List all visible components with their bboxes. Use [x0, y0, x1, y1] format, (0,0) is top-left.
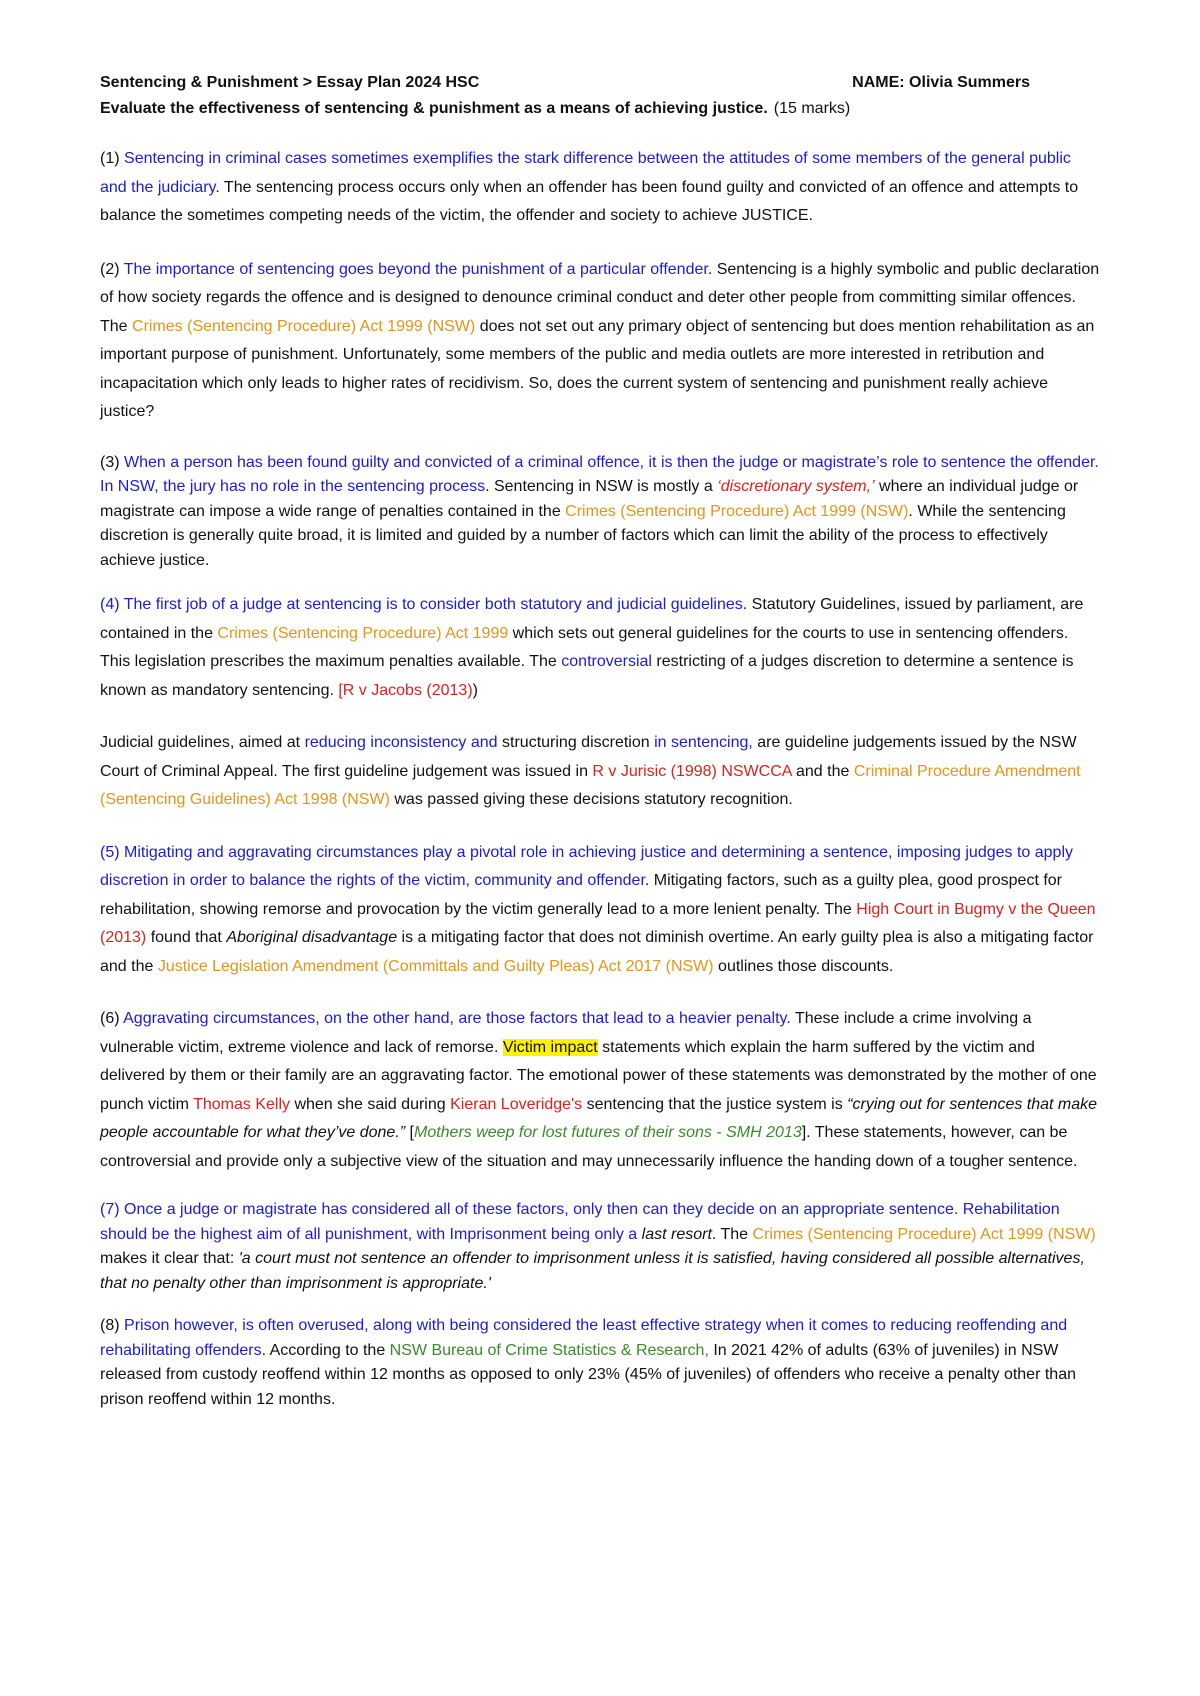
case-reference: [R v Jacobs (2013): [338, 681, 473, 699]
paragraph-3: [100, 451, 1100, 574]
paragraph-text: does not set out any primary object of sentencing but does mention rehabilitation as an important purpose of punishment. Unfortunately, some members of the public and media outlets are more interested in retribution and incapacitation which only leads to higher rates of recidivism. So, does the current system of sentencing and punishment really achieve justice?: [100, 317, 1095, 420]
paragraph-text: restricting of a judges discretion to determine a sentence is known as mandatory sentencing.: [100, 653, 1074, 699]
quoted-term: ‘discretionary system,’: [717, 478, 875, 495]
paragraph-number: (2): [100, 260, 120, 278]
legislation-reference: Justice Legislation Amendment (Committals and Guilty Pleas) Act 2017 (NSW): [157, 957, 714, 975]
document-header: [100, 70, 1030, 96]
keyword: in sentencing,: [654, 734, 753, 751]
topic-sentence: When a person has been found guilty and convicted of a criminal offence, it is then the judge or magistrate’s role to sentence the offender. In NSW, the jury has no role in the sentencing process: [100, 453, 1099, 495]
highlighted-term: Victim impact: [502, 1038, 598, 1056]
topic-sentence: Aggravating circumstances, on the other hand, are those factors that lead to a heavier penalty: [123, 1010, 787, 1027]
question-text: Evaluate the effectiveness of sentencing & punishment as a means of achieving justice.: [100, 100, 768, 117]
student-name: NAME: Olivia Summers: [852, 74, 1030, 91]
paragraph-text: where an individual judge or magistrate can impose a wide range of penalties contained in the: [100, 478, 1079, 520]
paragraph-text: ]. These statements, however, can be controversial and provide only a subjective view of the situation and may unnecessarily influence the handing down of a tougher sentence.: [100, 1124, 1078, 1170]
paragraph-text: sentencing that the justice system is: [582, 1095, 848, 1113]
italic-term: Aboriginal disadvantage: [226, 929, 398, 946]
paragraph-text: . These include a crime involving a vulnerable victim, extreme violence and lack of remorse.: [100, 1010, 1032, 1056]
quotation: 'a court must not sentence an offender to imprisonment unless it is satisfied, having considered all possible alternatives, that no penalty other than imprisonment is appropriate.': [100, 1250, 1085, 1292]
paragraph-text: . Sentencing is a highly symbolic and public declaration of how society regards the offence and is designed to denounce criminal conduct and deter other people from committing similar offences. The: [100, 260, 1100, 335]
legislation-reference: Criminal Procedure Amendment (Sentencing Guidelines) Act 1998 (NSW): [100, 762, 1081, 808]
paragraph-text: In 2021 42% of adults (63% of juveniles) in NSW released from custody reoffend within 12 months as opposed to only 23% (45% of juveniles) of offenders who receive a penalty other than prison reoffend within 12 months.: [100, 1341, 1076, 1408]
legislation-reference: Crimes (Sentencing Procedure) Act 1999 (NSW): [565, 502, 909, 520]
legislation-reference: Crimes (Sentencing Procedure) Act 1999 (NSW): [132, 317, 476, 335]
document-page: [100, 70, 1100, 1412]
paragraph-4b: [100, 729, 1100, 815]
paragraph-text: are guideline judgements issued by the NSW Court of Criminal Appeal. The first guideline judgement was issued in: [100, 734, 1077, 780]
paragraph-text: when she said during: [290, 1095, 451, 1113]
italic-term: last resort: [641, 1225, 712, 1243]
paragraph-4: (4) The first job of a judge at sentencing is to consider both statutory and judicial guidelines. Statutory Guidelines, issued by parliament, are contained in the Crimes (Sentencing Procedure) Act 1999 which sets out general guidelines for the courts to use in sentencing offenders. This legislation prescribes the maximum penalties available. The controversial restricting of a judges discretion to determine a sentence is known as mandatory sentencing. [R v Jacobs (2013)): [100, 596, 1084, 699]
paragraph-2: [100, 256, 1100, 427]
paragraph-text: which sets out general guidelines for the courts to use in sentencing offenders. This legislation prescribes the maximum penalties available. The: [100, 624, 1069, 670]
question-marks: (15 marks): [773, 100, 851, 117]
paragraph-text: and the: [791, 762, 854, 780]
source-reference: NSW Bureau of Crime Statistics & Research,: [389, 1341, 709, 1359]
paragraph-text: . Mitigating factors, such as a guilty plea, good prospect for rehabilitation, showing remorse and provocation by the victim generally lead to a more lenient penalty. The: [100, 872, 1062, 918]
breadcrumb: Sentencing & Punishment > Essay Plan 2024 HSC: [100, 74, 480, 91]
case-reference: R v Jurisic (1998) NSWCCA: [592, 762, 792, 780]
paragraph-text: . The sentencing process occurs only when an offender has been found guilty and convicted of an offence and attempts to balance the sometimes competing needs of the victim, the offender and society to achieve JUSTICE.: [100, 178, 1079, 224]
person-reference: Kieran Loveridge's: [450, 1095, 583, 1113]
paragraph-text: [: [405, 1124, 414, 1141]
paragraph-text: found that: [146, 929, 227, 946]
topic-sentence: Prison however, is often overused, along with being considered the least effective strategy when it comes to reducing reoffending and rehabilitating offenders: [100, 1317, 1068, 1359]
keyword: controversial: [561, 653, 652, 670]
paragraph-text: outlines those discounts.: [713, 957, 894, 975]
quotation: “crying out for sentences that make people accountable for what they’ve done.”: [100, 1095, 1098, 1141]
person-reference: Thomas Kelly: [193, 1095, 290, 1113]
paragraph-text: is a mitigating factor that does not diminish overtime. An early guilty plea is also a mitigating factor and the: [100, 929, 1094, 975]
paragraph-text: . Statutory Guidelines, issued by parliament, are contained in the: [100, 596, 1084, 642]
paragraph-text: was passed giving these decisions statutory recognition.: [389, 791, 793, 808]
legislation-reference: Crimes (Sentencing Procedure) Act 1999: [217, 624, 509, 642]
source-reference: Mothers weep for lost futures of their sons - SMH 2013: [413, 1124, 802, 1141]
paragraph-text: structuring discretion: [497, 734, 655, 751]
keyword: reducing inconsistency and: [304, 734, 498, 751]
paragraph-6: [100, 1005, 1100, 1176]
case-reference: High Court in Bugmy v the Queen (2013): [100, 900, 1096, 946]
topic-sentence: (7) Once a judge or magistrate has considered all of these factors, only then can they decide on an appropriate sentence. Rehabilitation should be the highest aim of all punishment, with Imprisonment being only a: [100, 1201, 1060, 1243]
paragraph-text: makes it clear that:: [100, 1250, 239, 1267]
topic-sentence: (5) Mitigating and aggravating circumstances play a pivotal role in achieving justice and determining a sentence, imposing judges to apply discretion in order to balance the rights of the victim, community and offender: [100, 843, 1073, 889]
paragraph-5: [100, 839, 1100, 982]
paragraph-text: statements which explain the harm suffered by the victim and delivered by them or their family are an aggravating factor. The emotional power of these statements was demonstrated by the mother of one punch victim: [100, 1038, 1097, 1113]
paragraph-number: (1): [100, 150, 120, 167]
paragraph-text: . Sentencing in NSW is mostly a: [485, 478, 718, 495]
paragraph-text: . According to the: [261, 1341, 390, 1359]
legislation-reference: Crimes (Sentencing Procedure) Act 1999 (NSW): [752, 1225, 1096, 1243]
paragraph-text: . While the sentencing discretion is generally quite broad, it is limited and guided by a number of factors which can limit the ability of the process to effectively achieve justice.: [100, 502, 1066, 569]
topic-sentence: (4) The first job of a judge at sentencing is to consider both statutory and judicial guidelines: [100, 596, 743, 613]
essay-question: [100, 96, 1100, 122]
paragraph-text: . The: [711, 1225, 753, 1243]
paragraph-number: (8): [100, 1317, 120, 1334]
paragraph-number: (6): [100, 1010, 120, 1027]
paragraph-text: Judicial guidelines, aimed at: [100, 734, 305, 751]
topic-sentence: The importance of sentencing goes beyond the punishment of a particular offender: [123, 260, 708, 278]
paragraph-8: [100, 1314, 1100, 1412]
paragraph-1: [100, 145, 1100, 231]
topic-sentence: Sentencing in criminal cases sometimes exemplifies the stark difference between the attitudes of some members of the general public and the judiciary: [100, 150, 1071, 196]
paragraph-number: (3): [100, 453, 120, 471]
paragraph-7: [100, 1198, 1100, 1296]
